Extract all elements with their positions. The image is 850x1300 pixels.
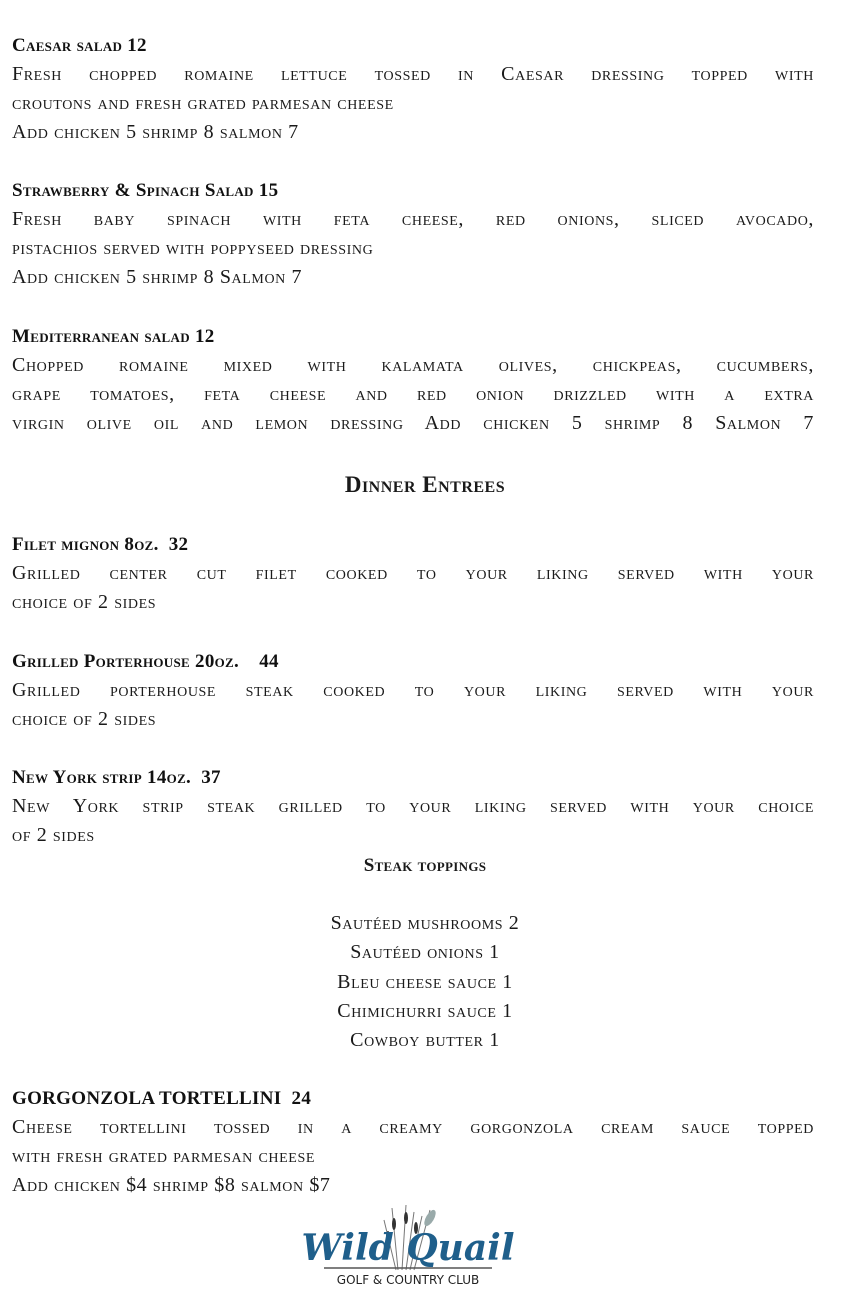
item-description-line: with fresh grated parmesan cheese xyxy=(12,1145,315,1167)
section-heading-dinner-entrees: Dinner Entrees xyxy=(344,472,506,497)
topping-item: Bleu cheese sauce 1 xyxy=(337,970,513,993)
item-description-line: Grilled porterhouse steak cooked to your liking served with your xyxy=(12,679,814,701)
item-description-line: Cheese tortellini tossed in a creamy gorgonzola cream sauce topped xyxy=(12,1116,814,1138)
item-title: New York strip 14oz. 37 xyxy=(12,767,221,788)
topping-item: Cowboy butter 1 xyxy=(350,1029,500,1052)
item-description-line: Chopped romaine mixed with kalamata olives, chickpeas, cucumbers, xyxy=(12,354,814,376)
item-title: Strawberry & Spinach Salad 15 xyxy=(12,180,279,201)
item-addons: Add chicken $4 shrimp $8 salmon $7 xyxy=(12,1174,331,1196)
item-title: Mediterranean salad 12 xyxy=(12,326,215,347)
item-description-line: Grilled center cut filet cooked to your liking served with your xyxy=(12,562,814,584)
logo-subtitle: GOLF & COUNTRY CLUB xyxy=(336,1273,480,1287)
section-heading-steak-toppings: Steak toppings xyxy=(363,855,487,876)
item-title: Grilled Porterhouse 20oz. 44 xyxy=(12,651,279,672)
topping-item: Sautéed onions 1 xyxy=(350,941,500,964)
menu-item-caesar-salad xyxy=(12,31,814,147)
toppings-list xyxy=(0,909,850,1055)
item-description-line: pistachios served with poppyseed dressing xyxy=(12,237,374,259)
item-description-line: New York strip steak grilled to your liking served with your choice xyxy=(12,795,814,817)
item-title: Caesar salad 12 xyxy=(12,35,147,56)
item-description-line: virgin olive oil and lemon dressing Add chicken 5 shrimp 8 Salmon 7 xyxy=(12,412,814,434)
topping-item: Sautéed mushrooms 2 xyxy=(330,912,520,934)
item-description-line: Fresh baby spinach with feta cheese, red onions, sliced avocado, xyxy=(12,208,814,230)
item-description-line: croutons and fresh grated parmesan cheese xyxy=(12,92,394,114)
item-description-line: choice of 2 sides xyxy=(12,708,157,730)
logo-script-text: Wild Quail xyxy=(301,1227,515,1269)
item-description-line: grape tomatoes, feta cheese and red onion drizzled with a extra xyxy=(12,383,814,405)
menu-item-gorgonzola-tortellini xyxy=(12,1084,814,1200)
menu-item-porterhouse xyxy=(12,647,814,734)
menu-item-strawberry-spinach-salad xyxy=(12,176,814,292)
reeds-icon xyxy=(301,1200,515,1292)
item-addons: Add chicken 5 shrimp 8 salmon 7 xyxy=(12,121,299,143)
menu-item-mediterranean-salad xyxy=(12,322,814,438)
menu-item-filet-mignon xyxy=(12,530,814,617)
item-addons: Add chicken 5 shrimp 8 Salmon 7 xyxy=(12,266,303,288)
item-title: GORGONZOLA TORTELLINI 24 xyxy=(12,1088,312,1109)
menu-item-new-york-strip xyxy=(12,763,814,850)
wild-quail-logo xyxy=(301,1200,515,1292)
item-title: Filet mignon 8oz. 32 xyxy=(12,534,189,555)
item-description-line: Fresh chopped romaine lettuce tossed in Caesar dressing topped with xyxy=(12,63,814,85)
item-description-line: choice of 2 sides xyxy=(12,591,157,613)
item-description-line: of 2 sides xyxy=(12,824,95,846)
topping-item: Chimichurri sauce 1 xyxy=(337,999,513,1022)
